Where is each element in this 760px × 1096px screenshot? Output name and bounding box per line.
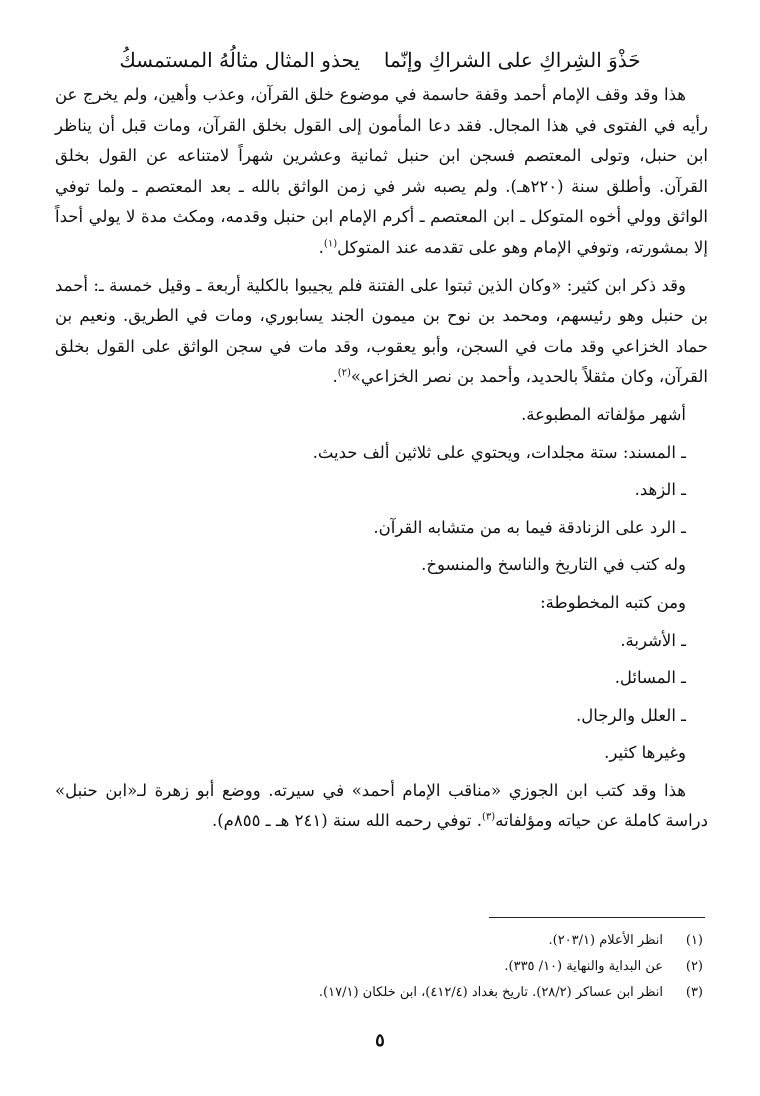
paragraph-ibn-kathir-quote: وقد ذكر ابن كثير: «وكان الذين ثبتوا على الفتنة فلم يجيبوا بالكلية أربعة ـ وقيل خمسة ـ: أحمد بن حنبل وهو رئيسهم، ومحمد بن نوح بن ميمون الجند يسابوري، ومات في الطريق. ونعيم بن حماد الخزاعي وقد مات في السجن، وأبو يعقوب، وقد مات في سجن الواثق على القول بخلق القرآن، وكان مثقلاً بالحديد، وأحمد بن نصر الخزاعي»$^{(٢)}$. bbox=[55, 275, 708, 387]
history-works-line: وله كتب في التاريخ والناسخ والمنسوخ. bbox=[421, 555, 686, 575]
list-item-zuhd: ـ الزهد. bbox=[634, 480, 686, 500]
main-text bbox=[55, 80, 708, 844]
printed-works-heading: أشهر مؤلفاته المطبوعة. bbox=[521, 404, 686, 424]
footnote-ref-1[interactable]: (١) bbox=[323, 238, 338, 250]
footnote-text: انظر ابن عساكر (٢٨/٢). تاريخ بغداد (٤١٢/٤)، ابن خلكان (١٧/١). bbox=[318, 985, 663, 1000]
list-item-ashriba: ـ الأشربة. bbox=[620, 630, 686, 650]
paragraph-khalq-al-quran: هذا وقد وقف الإمام أحمد وقفة حاسمة في موضوع خلق القرآن، وعذب وأهين، ولم يخرج عن رأيه في الفتوى في هذا المجال. فقد دعا المأمون إلى القول بخلق القرآن، ومات قبل أن يناظر ابن حنبل، وتولى المعتصم فسجن ابن حنبل ثمانية وعشرين شهراً لامتناعه عن القول بخلق القرآن. وأطلق سنة (٢٢٠هـ). ولم يصبه شر في زمن الواثق بالله ـ بعد المعتصم ـ ولما توفي الواثق وولي أخوه المتوكل ـ ابن المعتصم ـ أكرم الإمام ابن حنبل وقدمه، ومكث مدة لا يولي أحداً إلا بمشورته، وتوفي الإمام وهو على تقدمه عند المتوكل$^{(١)}$. bbox=[55, 85, 708, 257]
footnote-number: (٢) bbox=[685, 959, 703, 974]
footnote-text: انظر الأعلام (٢٠٣/١). bbox=[548, 933, 663, 948]
page-number: ٥ bbox=[375, 1030, 385, 1051]
footnote-ref-2[interactable]: (٢) bbox=[337, 367, 351, 379]
list-item-radd: ـ الرد على الزنادقة فيما به من متشابه القرآن. bbox=[373, 517, 686, 537]
others-line: وغيرها كثير. bbox=[604, 743, 686, 763]
footnotes bbox=[55, 928, 703, 1006]
manuscripts-heading: ومن كتبه المخطوطة: bbox=[540, 592, 686, 612]
list-item-masail: ـ المسائل. bbox=[614, 668, 686, 688]
list-item-musnad: ـ المسند: ستة مجلدات، ويحتوي على ثلاثين ألف حديث. bbox=[312, 442, 686, 462]
footnote-2 bbox=[55, 954, 703, 980]
verse-second-hemistich: يحذو المثال مثالُهُ المستمسكُ bbox=[119, 48, 360, 72]
list-item-ilal: ـ العلل والرجال. bbox=[576, 705, 686, 725]
footnote-text: عن البداية والنهاية (١٠/ ٣٣٥). bbox=[504, 959, 663, 974]
footnote-3 bbox=[55, 980, 703, 1006]
footnote-number: (٣) bbox=[685, 985, 703, 1000]
running-header-verse bbox=[70, 44, 690, 76]
paragraph-biographies: هذا وقد كتب ابن الجوزي «مناقب الإمام أحمد» في سيرته. ووضع أبو زهرة لـ«ابن حنبل» دراسة كاملة عن حياته ومؤلفاته$^{(٣)}$. توفي رحمه الله سنة (٢٤١ هـ ـ ٨٥٥م). bbox=[55, 780, 708, 831]
verse-first-hemistich: حَذْوَ الشِراكِ على الشراكِ وإنّما bbox=[383, 48, 641, 72]
footnote-number: (١) bbox=[685, 933, 703, 948]
footnote-divider bbox=[489, 917, 705, 918]
footnote-ref-3[interactable]: (٣) bbox=[482, 811, 496, 823]
footnote-1 bbox=[55, 928, 703, 954]
